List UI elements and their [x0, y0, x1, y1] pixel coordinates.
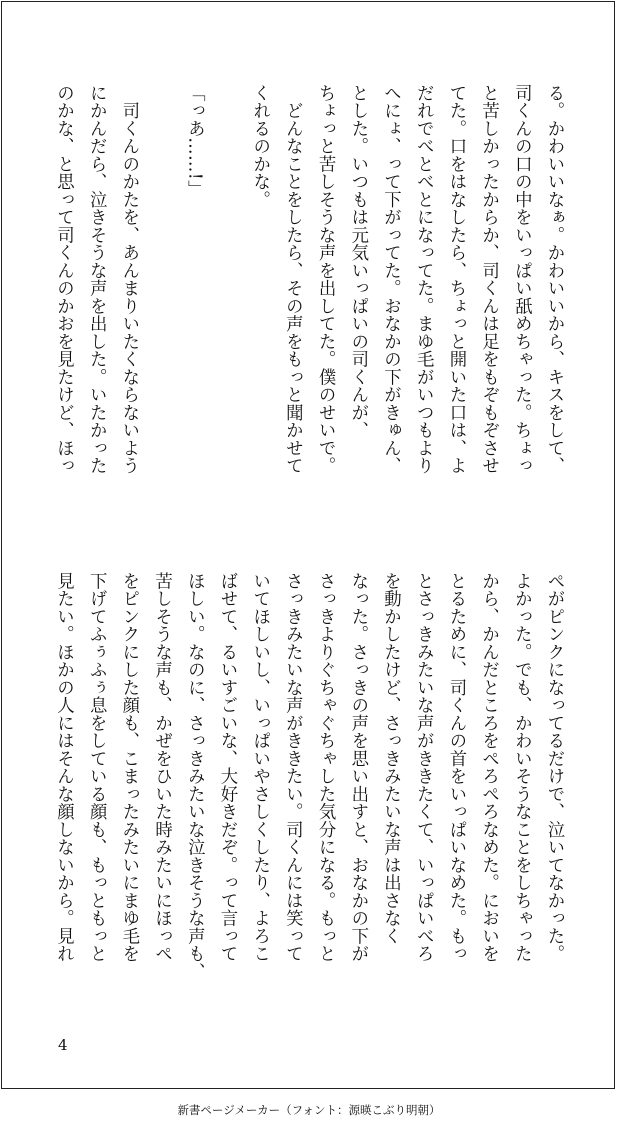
text-line: 司くんの口の中をいっぱい舐めちゃった。ちょっ [511, 84, 532, 475]
text-line: さっきみたいな声がききたい。司くんには笑って [282, 572, 303, 963]
page-number: 4 [58, 1036, 68, 1054]
text-line: へにょ、って下がってた。おなかの下がきゅん、 [380, 84, 401, 475]
text-line: を動かしたけど、さっきみたいな声は出さなく [380, 572, 401, 945]
text-line: 司くんのかたを、あんまりいたくならないよう [118, 84, 139, 475]
generator-credit: 新書ページメーカー（フォント：源暎こぶり明朝） [177, 1103, 441, 1117]
text-line [210, 84, 243, 522]
text-line: のかな、と思って司くんのかおを見たけど、ほっ [53, 84, 74, 475]
text-line: なった。さっきの声を思い出すと、おなかの下が [347, 572, 368, 963]
text-block-upper [53, 84, 570, 522]
text-line: さっきよりぐちゃぐちゃした気分になる。もっと [315, 572, 336, 963]
text-line: いてほしいし、いっぱいやさしくしたり、よろこ [249, 572, 270, 963]
text-line: とるために、司くんの首をいっぱいなめた。もっ [445, 572, 466, 963]
text-line: とした。いつもは元気いっぱいの司くんが、 [347, 84, 368, 439]
text-line: ちょっと苦しそうな声を出してた。僕のせいで。 [315, 84, 336, 475]
text-line: 見たい。ほかの人にはそんな顔しないから。見れ [53, 572, 74, 963]
text-line: てた。口をはなしたら、ちょっと開いた口は、よ [445, 84, 466, 475]
text-line: よかった。でも、かわいそうなことをしちゃった [511, 572, 532, 963]
text-line: どんなことをしたら、その声をもっと聞かせて [282, 84, 303, 475]
text-line: と苦しかったからか、司くんは足をもぞもぞさせ [478, 84, 499, 475]
text-line: る。かわいいなぁ。かわいいから、キスをして、 [544, 84, 564, 475]
text-line: とさっきみたいな声がききたくて、いっぱいべろ [413, 572, 434, 963]
text-line: くれるのかな。 [249, 84, 270, 209]
text-line: をピンクにした顔も、こまったみたいにまゆ毛を [118, 572, 139, 963]
text-line: だれでべとべとになってた。まゆ毛がいつもより [413, 84, 434, 475]
manuscript-page [1, 1, 615, 1089]
text-line: ばせて、るいすごいな、大好きだぞ。って言って [216, 572, 237, 963]
text-block-lower [53, 572, 570, 1008]
text-line: から、かんだところをぺろぺろなめた。においを [478, 572, 499, 963]
text-line: 苦しそうな声も、かぜをひいた時みたいにほっぺ [151, 572, 172, 963]
text-line: ぺがピンクになってるだけで、泣いてなかった。 [544, 572, 564, 963]
text-line [145, 84, 178, 522]
text-line: ほしい。なのに、さっきみたいな泣きそうな声も、 [184, 572, 205, 981]
text-line: にかんだら、泣きそうな声を出した。いたかった [86, 84, 107, 475]
text-line: 下げてふぅふぅ息をしている顔も、もっともっと [86, 572, 107, 963]
text-line: 「っあ……!」 [184, 84, 205, 198]
